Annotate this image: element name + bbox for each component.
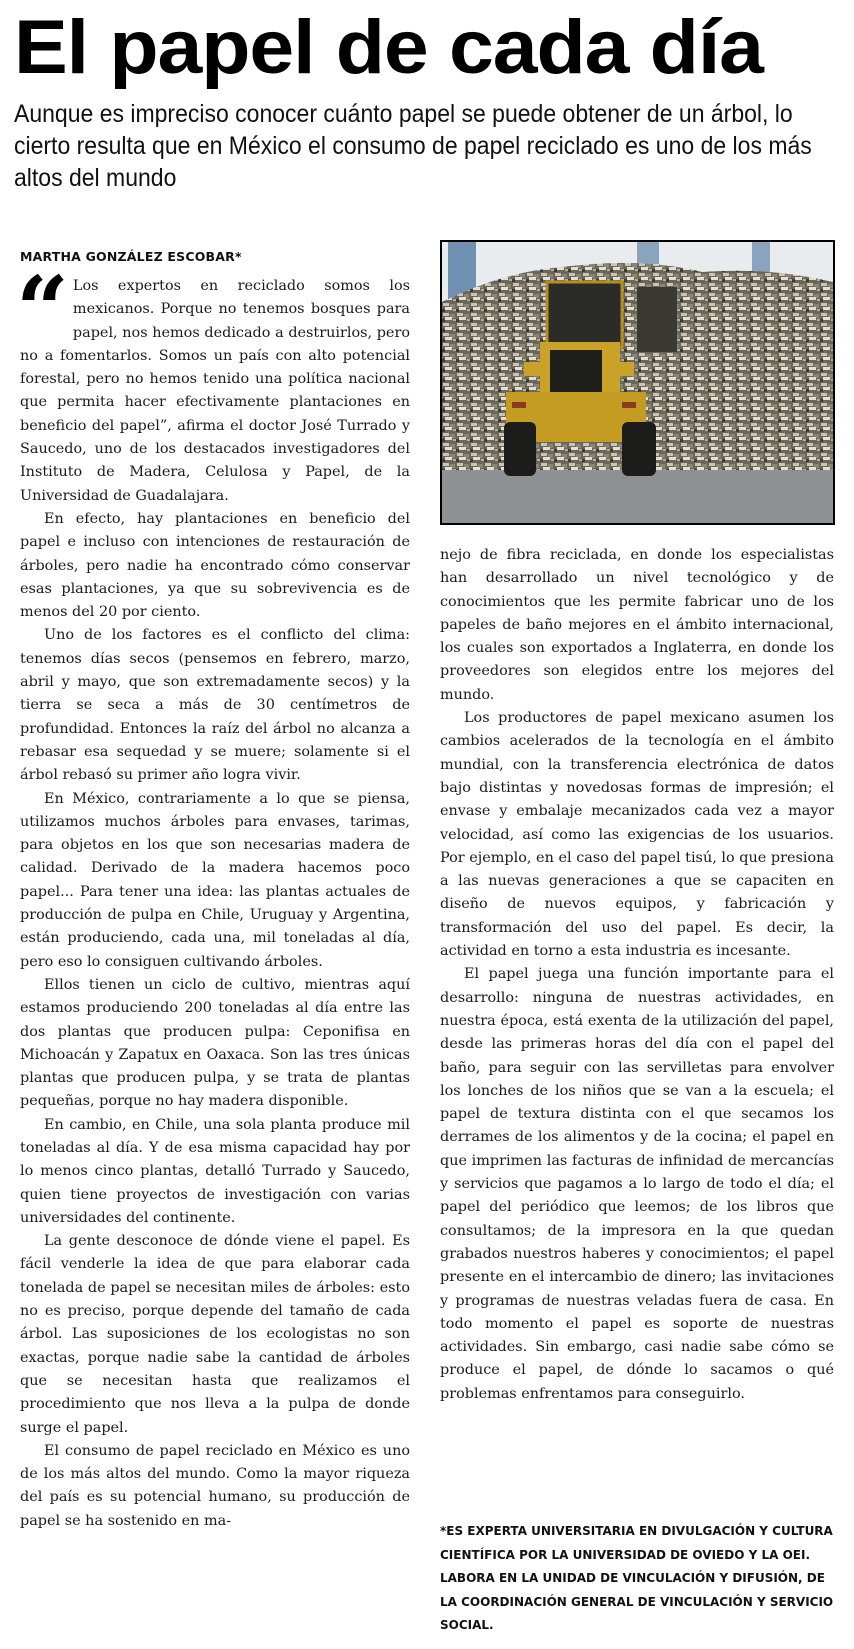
floor <box>442 470 833 523</box>
paragraph: En cambio, en Chile, una sola planta produce mil toneladas al día. Y de esa misma capacidad hay por lo menos cinco plantas, detalló Turrado y Saucedo, quien tiene proyectos de investigación con varias universidades del continente. <box>20 1116 410 1226</box>
paragraph: nejo de fibra reciclada, en donde los especialistas han desarrollado un nivel tecnológico y de conocimientos que les permite fabricar uno de los papeles de baño mejores en el ámbito internacional, los cuales son exportados a Inglaterra, en donde los proveedores son elegidos entre los mejores del mundo. <box>440 547 834 703</box>
paragraph: Uno de los factores es el conflicto del clima: tenemos días secos (pensemos en febrero, marzo, abril y mayo, que son extremadamente secos) y la tierra se seca a más de 30 centímetros de profundidad. Entonces la raíz del árbol no alcanza a rebasar esa sequedad y se muere; solamente si el árbol rebasó su primer año logra vivir. <box>20 627 410 784</box>
headline: El papel de cada día <box>14 5 763 90</box>
paragraph-text: Los expertos en reciclado somos los mexicanos. Porque no tenemos bosques para papel, nos hemos dedicado a destruirlos, pero no a fomentarlos. Somos un país con alto potencial forestal, pero no hemos tenido una política nacional que permita hacer efectivamente plantaciones en beneficio del papel”, afirma el doctor José Turrado y Saucedo, uno de los destacados investigadores del Instituto de Madera, Celulosa y Papel, de la Universidad de Guadalajara. <box>20 278 410 504</box>
subheadline: Aunque es impreciso conocer cuánto papel se puede obtener de un árbol, lo cierto resulta que en México el consumo de papel reciclado es uno de los más altos del mundo <box>14 100 812 192</box>
paragraph: El consumo de papel reciclado en México es uno de los más altos del mundo. Como la mayor riqueza del país es su potencial humano, su producción de papel se ha sostenido en ma- <box>20 1442 410 1529</box>
paragraph: El papel juega una función importante para el desarrollo: ninguna de nuestras actividades, en nuestra época, está exenta de la utilización del papel, desde las primeras horas del día con el papel del baño, para seguir con las servilletas para envolver los lonches de los niños que se van a la escuela; el papel de textura distinta con el que secamos los derrames de los alimentos y de la cocina; el papel en que imprimen las facturas de infinidad de mercancías y servicios que pagamos a lo largo de todo el día; el papel del periódico que leemos; de los libros que consultamos; de la impresora en la que quedan grabados nuestros haberes y conocimientos; el papel presente en el intercambio de dinero; las invitaciones y programas de nuestras veladas fuera de casa. En todo momento el papel es soporte de nuestras actividades. Sin embargo, casi nadie sabe cómo se produce el papel, de dónde lo sacamos o qué problemas enfrentamos para conseguirlo. <box>440 966 834 1402</box>
building-beam <box>752 242 770 272</box>
front-loader-photo <box>442 242 833 523</box>
right-column <box>440 544 834 1406</box>
paragraph: En México, contrariamente a lo que se piensa, utilizamos muchos árboles para envases, tarimas, para objetos en los que son necesarias madera de calidad. Derivado de la madera hacemos poco papel... Para tener una idea: las plantas actuales de producción de pulpa en Chile, Uruguay y Argentina, están produciendo, cada una, mil toneladas al día, pero eso lo consiguen cultivando árboles. <box>20 790 410 970</box>
byline: MARTHA GONZÁLEZ ESCOBAR* <box>20 249 242 264</box>
paragraph: En efecto, hay plantaciones en beneficio del papel e incluso con intenciones de restauración de árboles, pero nadie ha encontrado cómo conservar esas plantaciones, ya que su sobrevivencia es de menos del 20 por ciento. <box>20 510 410 621</box>
paragraph: La gente desconoce de dónde viene el papel. Es fácil venderle la idea de que para elaborar cada tonelada de papel se necesitan miles de árboles: esto no es preciso, porque depende del tamaño de cada árbol. Las suposiciones de los ecologistas no son exactas, porque nadie sabe la cantidad de árboles que se necesitan hasta que realizamos el procedimiento que nos lleva a la pulpa de donde surge el papel. <box>20 1233 410 1436</box>
quote-mark-icon: “ <box>16 256 69 364</box>
author-note: *ES EXPERTA UNIVERSITARIA EN DIVULGACIÓN Y CULTURA CIENTÍFICA POR LA UNIVERSIDAD DE OVIEDO Y LA OEI. LABORA EN LA UNIDAD DE VINCULACIÓN Y DIFUSIÓN, DE LA COORDINACIÓN GENERAL DE VINCULACIÓN Y SERVICIO SOCIAL. <box>440 1524 834 1632</box>
paragraph: Ellos tienen un ciclo de cultivo, mientras aquí estamos produciendo 200 toneladas al día entre las dos plantas que producen pulpa: Ceponifisa en Michoacán y Zapatux en Oaxaca. Son las tres únicas plantas que producen pulpa, y se trata de plantas pequeñas, porque no hay madera disponible. <box>20 976 410 1110</box>
article-photo <box>440 240 835 525</box>
paragraph: Los productores de papel mexicano asumen los cambios acelerados de la tecnología en el ámbito mundial, con la transferencia electrónica de datos bajo distintas y novedosas formas de impresión; el envase y embalaje mecanizados cada vez a mayor velocidad, así como las exigencias de los usuarios. Por ejemplo, en el caso del papel tisú, lo que presiona a las nuevas generaciones a que se capaciten en diseño de nuevos equipos, y fabricación y transformación del uso del papel. Es decir, la actividad en torno a esta industria es incesante. <box>440 710 834 960</box>
building-beam <box>637 242 659 264</box>
